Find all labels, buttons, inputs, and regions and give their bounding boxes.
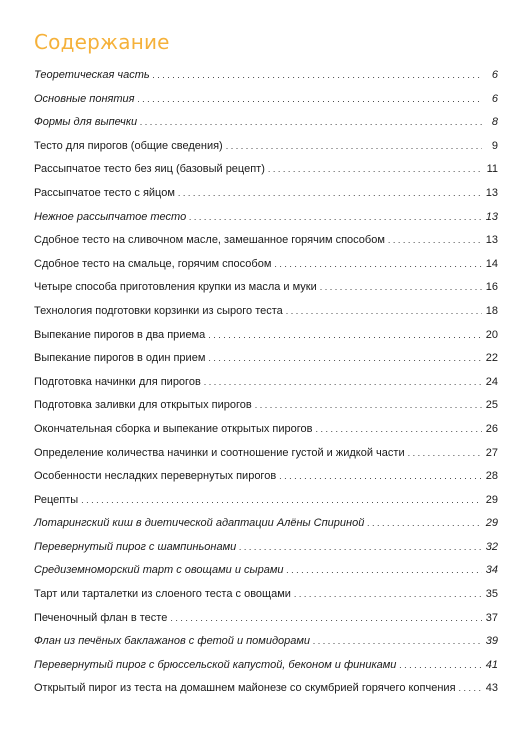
toc-page-number: 41 [485, 658, 498, 671]
toc-dot-leader [226, 135, 482, 159]
toc-page-number: 6 [491, 92, 498, 105]
toc-page-number: 14 [485, 257, 498, 270]
toc-entry-label: Сдобное тесто на сливочном масле, замешанное горячим способом [34, 234, 385, 247]
toc-entry[interactable] [34, 135, 498, 159]
toc-entry-label: Сдобное тесто на смальце, горячим способом [34, 257, 272, 270]
toc-entry-label: Особенности несладких перевернутых пирогов [34, 470, 277, 483]
toc-page-number: 37 [485, 611, 498, 624]
toc-dot-leader [316, 418, 482, 442]
toc-page-number: 13 [485, 234, 498, 247]
toc-entry[interactable] [34, 229, 498, 253]
toc-entry[interactable] [34, 418, 498, 442]
toc-entry-label: Выпекание пирогов в два приема [34, 328, 206, 341]
toc-page-number: 22 [485, 352, 498, 365]
toc-dot-leader [208, 324, 482, 348]
toc-entry-label: Основные понятия [34, 92, 135, 105]
toc-entry-label: Открытый пирог из теста на домашнем майонезе со скумбрией горячего копчения [34, 682, 456, 695]
toc-dot-leader [286, 300, 482, 324]
toc-page-number: 16 [485, 281, 498, 294]
toc-entry[interactable] [34, 630, 498, 654]
toc-dot-leader [153, 64, 482, 88]
toc-entry-label: Рассыпчатое тесто с яйцом [34, 186, 175, 199]
toc-page-number: 13 [485, 186, 498, 199]
toc-dot-leader [140, 111, 482, 135]
toc-dot-leader [388, 229, 482, 253]
toc-entry[interactable] [34, 206, 498, 230]
toc-entry-label: Окончательная сборка и выпекание открытых пирогов [34, 422, 313, 435]
toc-entry-label: Средиземноморский тарт с овощами и сырами [34, 564, 284, 577]
toc-entry[interactable] [34, 276, 498, 300]
toc-entry[interactable] [34, 489, 498, 513]
toc-entry-label: Тарт или тарталетки из слоеного теста с овощами [34, 588, 291, 601]
toc-entry[interactable] [34, 324, 498, 348]
toc-dot-leader [208, 347, 481, 371]
toc-dot-leader [170, 607, 481, 631]
toc-entry[interactable] [34, 465, 498, 489]
toc-dot-leader [189, 206, 482, 230]
toc-entry-label: Лотарингский киш в диетической адаптации Алёны Спириной [34, 517, 365, 530]
toc-entry-label: Теоретическая часть [34, 69, 150, 81]
toc-page-number: 9 [491, 139, 498, 152]
toc-entry-label: Подготовка заливки для открытых пирогов [34, 399, 252, 412]
toc-dot-leader [286, 559, 481, 583]
toc-entry-label: Формы для выпечки [34, 116, 138, 129]
toc-entry[interactable] [34, 88, 498, 112]
toc-entry[interactable] [34, 300, 498, 324]
toc-entry[interactable] [34, 583, 498, 607]
toc-page-number: 27 [485, 446, 498, 459]
toc-entry-label: Рассыпчатое тесто без яиц (базовый рецепт) [34, 163, 265, 176]
toc-page-number: 13 [485, 210, 498, 223]
toc-entry-label: Выпекание пирогов в один прием [34, 352, 206, 365]
toc-dot-leader [81, 489, 482, 513]
toc-entry-label: Рецепты [34, 493, 79, 506]
toc-page-number: 6 [491, 69, 498, 81]
toc-page-number: 34 [485, 564, 498, 577]
toc-entry[interactable] [34, 253, 498, 277]
toc-page-number: 25 [485, 399, 498, 412]
toc-entry-label: Подготовка начинки для пирогов [34, 375, 201, 388]
toc-dot-leader [459, 677, 482, 701]
toc-page-number: 29 [485, 493, 498, 506]
toc-dot-leader [138, 88, 482, 112]
toc-page-number: 24 [485, 375, 498, 388]
toc-entry[interactable] [34, 158, 498, 182]
toc-entry-label: Перевернутый пирог с брюссельской капустой, беконом и финиками [34, 658, 397, 671]
toc-dot-leader [367, 512, 481, 536]
toc-page-number: 39 [485, 635, 498, 648]
toc-dot-leader [320, 276, 482, 300]
toc-entry[interactable] [34, 654, 498, 678]
toc-dot-leader [294, 583, 482, 607]
page-title: Содержание [34, 30, 170, 54]
toc-dot-leader [204, 371, 482, 395]
toc-entry[interactable] [34, 111, 498, 135]
toc-page-number: 28 [485, 470, 498, 483]
toc-page-number: 29 [485, 517, 498, 530]
toc-entry-label: Флан из печёных баклажанов с фетой и помидорами [34, 635, 311, 648]
toc-entry[interactable] [34, 371, 498, 395]
toc-entry-label: Технология подготовки корзинки из сырого теста [34, 304, 283, 317]
toc-dot-leader [274, 253, 481, 277]
toc-entry[interactable] [34, 607, 498, 631]
toc-entry[interactable] [34, 559, 498, 583]
toc-entry-label: Печеночный флан в тесте [34, 611, 168, 624]
toc-dot-leader [239, 536, 482, 560]
toc-entry[interactable] [34, 394, 498, 418]
toc-page-number: 26 [485, 422, 498, 435]
toc-entry[interactable] [34, 512, 498, 536]
toc-page-number: 43 [485, 682, 498, 695]
toc-dot-leader [399, 654, 481, 678]
toc-page-number: 18 [485, 304, 498, 317]
toc-entry[interactable] [34, 64, 498, 88]
toc-entry-label: Определение количества начинки и соотношение густой и жидкой части [34, 446, 405, 459]
toc-page-number: 20 [485, 328, 498, 341]
toc-page-number: 32 [485, 540, 498, 553]
toc-dot-leader [408, 442, 482, 466]
toc-entry-label: Тесто для пирогов (общие сведения) [34, 139, 223, 152]
toc-entry[interactable] [34, 442, 498, 466]
toc-entry[interactable] [34, 347, 498, 371]
toc-page-number: 11 [486, 163, 498, 176]
table-of-contents [34, 64, 498, 701]
toc-entry[interactable] [34, 536, 498, 560]
toc-dot-leader [178, 182, 482, 206]
toc-entry[interactable] [34, 677, 498, 701]
toc-dot-leader [268, 158, 482, 182]
toc-page-number: 35 [485, 588, 498, 601]
toc-page-number: 8 [491, 116, 498, 129]
toc-entry-label: Перевернутый пирог с шампиньонами [34, 540, 237, 553]
toc-entry[interactable] [34, 182, 498, 206]
toc-entry-label: Четыре способа приготовления крупки из масла и муки [34, 281, 317, 294]
toc-dot-leader [279, 465, 482, 489]
toc-entry-label: Нежное рассыпчатое тесто [34, 210, 187, 223]
toc-dot-leader [313, 630, 482, 654]
toc-dot-leader [255, 394, 482, 418]
